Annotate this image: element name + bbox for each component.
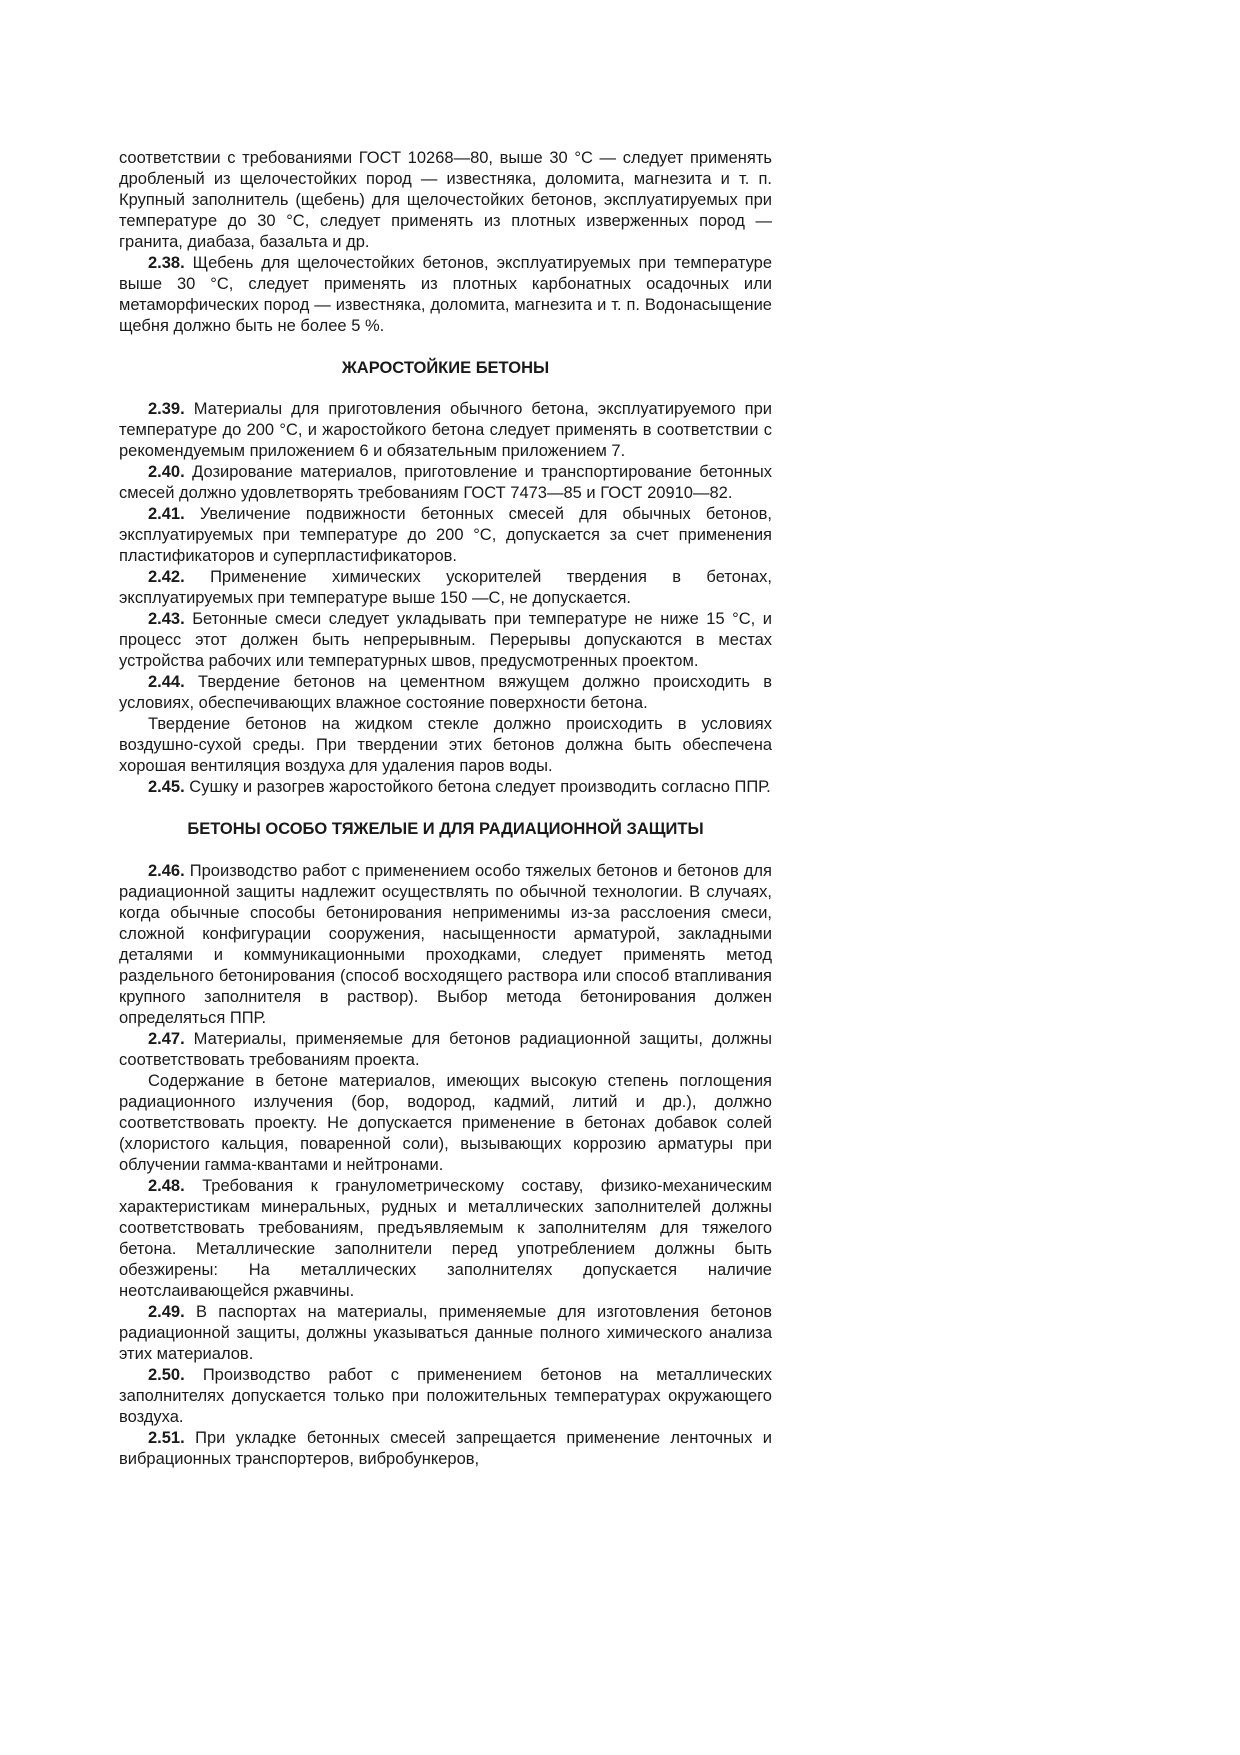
clause-number: 2.40. xyxy=(148,463,185,481)
paragraph-text: Дозирование материалов, приготовление и транспортирование бетонных смесей должно удовлетворять требованиям ГОСТ 7473—85 и ГОСТ 20910—82. xyxy=(119,463,772,502)
paragraph-text: Материалы для приготовления обычного бетона, эксплуатируемого при температуре до 200 °С, и жаростойкого бетона следует применять в соответствии с рекомендуемым приложением 6 и обязательным приложением 7. xyxy=(119,400,772,460)
clause-number: 2.41. xyxy=(148,505,185,523)
paragraph-2-41 xyxy=(119,504,772,567)
paragraph-2-47-continued xyxy=(119,1071,772,1176)
clause-number: 2.39. xyxy=(148,400,185,418)
clause-number: 2.38. xyxy=(148,254,185,272)
paragraph-2-50 xyxy=(119,1365,772,1428)
paragraph-text: Требования к гранулометрическому составу, физико-механическим характеристикам минеральных, рудных и металлических заполнителей должны соответствовать требованиям, предъявляемым к заполнителям для тяжелого бетона. Металлические заполнители перед употреблением должны быть обезжирены: На металлических заполнителях допускается наличие неотслаивающейся ржавчины. xyxy=(119,1177,772,1300)
clause-number: 2.51. xyxy=(148,1429,185,1447)
paragraph-text: Применение химических ускорителей твердения в бетонах, эксплуатируемых при температуре выше 150 —С, не допускается. xyxy=(119,568,772,607)
paragraph-text: соответствии с требованиями ГОСТ 10268—80, выше 30 °С — следует применять дробленый из щелочестойких пород — известняка, доломита, магнезита и т. п. Крупный заполнитель (щебень) для щелочестойких бетонов, эксплуатируемых при температуре до 30 °С, следует применять из плотных изверженных пород — гранита, диабаза, базальта и др. xyxy=(119,149,772,251)
paragraph-text: В паспортах на материалы, применяемые для изготовления бетонов радиационной защиты, должны указываться данные полного химического анализа этих материалов. xyxy=(119,1303,772,1363)
paragraph-2-51 xyxy=(119,1428,772,1470)
paragraph-2-38 xyxy=(119,253,772,337)
clause-number: 2.42. xyxy=(148,568,185,586)
paragraph-2-44-continued xyxy=(119,714,772,777)
paragraph-2-45 xyxy=(119,777,772,798)
paragraph-text: Производство работ с применением особо тяжелых бетонов и бетонов для радиационной защиты надлежит осуществлять по обычной технологии. В случаях, когда обычные способы бетонирования неприменимы из-за расслоения смеси, сложной конфигурации сооружения, насыщенности арматурой, закладными деталями и коммуникационными проходками, следует применять метод раздельного бетонирования (способ восходящего раствора или способ втапливания крупного заполнителя в раствор). Выбор метода бетонирования должен определяться ППР. xyxy=(119,862,772,1027)
paragraph-text: Производство работ с применением бетонов на металлических заполнителях допускается только при положительных температурах окружающего воздуха. xyxy=(119,1366,772,1426)
paragraph-text: Материалы, применяемые для бетонов радиационной защиты, должны соответствовать требованиям проекта. xyxy=(119,1030,772,1069)
clause-number: 2.44. xyxy=(148,673,185,691)
paragraph-2-39 xyxy=(119,399,772,462)
section-heading-heavy-concrete: БЕТОНЫ ОСОБО ТЯЖЕЛЫЕ И ДЛЯ РАДИАЦИОННОЙ ЗАЩИТЫ xyxy=(187,820,704,838)
clause-number: 2.47. xyxy=(148,1030,185,1048)
paragraph-2-40 xyxy=(119,462,772,504)
document-page xyxy=(119,148,772,1470)
clause-number: 2.50. xyxy=(148,1366,185,1384)
paragraph-2-47 xyxy=(119,1029,772,1071)
clause-number: 2.48. xyxy=(148,1177,185,1195)
section-heading-heat-resistant: ЖАРОСТОЙКИЕ БЕТОНЫ xyxy=(341,359,550,377)
clause-number: 2.49. xyxy=(148,1303,185,1321)
paragraph-text: Увеличение подвижности бетонных смесей для обычных бетонов, эксплуатируемых при температуре до 200 °С, допускается за счет применения пластификаторов и суперпластификаторов. xyxy=(119,505,772,565)
paragraph-text: Сушку и разогрев жаростойкого бетона следует производить согласно ППР. xyxy=(184,778,771,796)
paragraph-2-43 xyxy=(119,609,772,672)
paragraph-2-49 xyxy=(119,1302,772,1365)
paragraph-2-46 xyxy=(119,861,772,1029)
paragraph-text: Твердение бетонов на цементном вяжущем должно происходить в условиях, обеспечивающих влажное состояние поверхности бетона. xyxy=(119,673,772,712)
paragraph-text: Твердение бетонов на жидком стекле должно происходить в условиях воздушно-сухой среды. При твердении этих бетонов должна быть обеспечена хорошая вентиляция воздуха для удаления паров воды. xyxy=(119,715,772,775)
paragraph-text: Щебень для щелочестойких бетонов, эксплуатируемых при температуре выше 30 °С, следует применять из плотных карбонатных осадочных или метаморфических пород — известняка, доломита, магнезита и т. п. Водонасыщение щебня должно быть не более 5 %. xyxy=(119,254,772,335)
paragraph-text: Бетонные смеси следует укладывать при температуре не ниже 15 °С, и процесс этот должен быть непрерывным. Перерывы допускаются в местах устройства рабочих или температурных швов, предусмотренных проектом. xyxy=(119,610,772,670)
paragraph-2-42 xyxy=(119,567,772,609)
clause-number: 2.46. xyxy=(148,862,185,880)
clause-number: 2.45. xyxy=(148,778,185,796)
clause-number: 2.43. xyxy=(148,610,185,628)
paragraph-intro xyxy=(119,148,772,253)
paragraph-text: При укладке бетонных смесей запрещается применение ленточных и вибрационных транспортеров, вибробункеров, xyxy=(119,1429,772,1468)
paragraph-2-48 xyxy=(119,1176,772,1302)
paragraph-text: Содержание в бетоне материалов, имеющих высокую степень поглощения радиационного излучения (бор, водород, кадмий, литий и др.), должно соответствовать проекту. Не допускается применение в бетонах добавок солей (хлористого кальция, поваренной соли), вызывающих коррозию арматуры при облучении гамма-квантами и нейтронами. xyxy=(119,1072,772,1174)
paragraph-2-44 xyxy=(119,672,772,714)
